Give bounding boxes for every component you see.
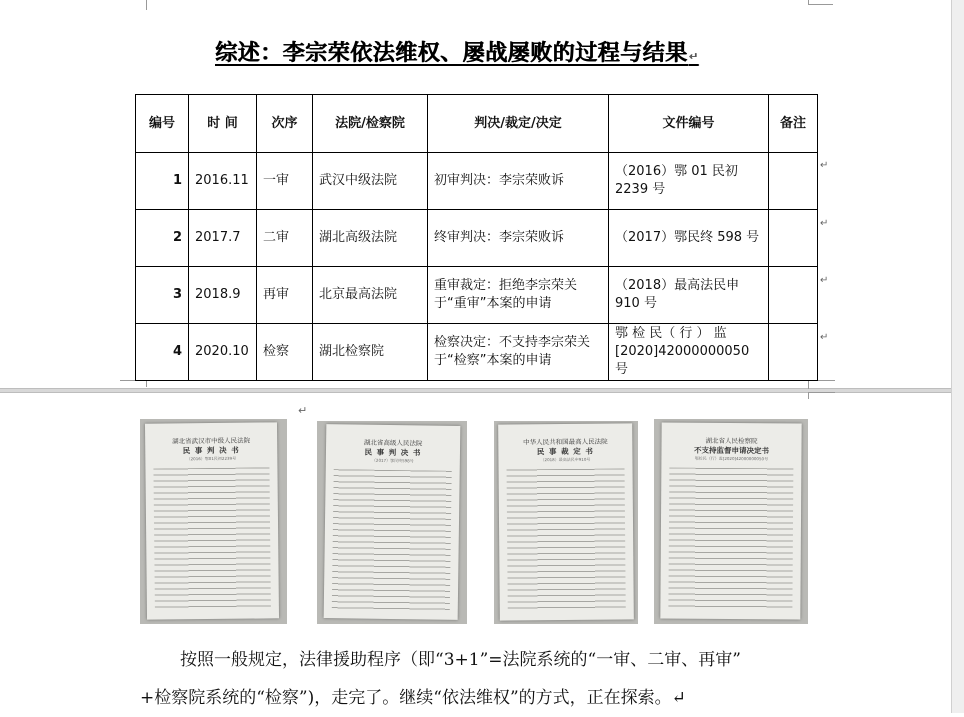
cell-time[interactable]: 2018.9 [189,267,257,324]
header-court[interactable]: 法院/检察院 [313,95,428,153]
photo-doc-number: 鄂检民（行）监[2020]42000000050号 [694,455,769,462]
photo-text-lines [507,468,626,609]
cell-time[interactable]: 2016.11 [189,153,257,210]
row-end-mark-icon: ↵ [820,275,829,286]
crop-mark [120,0,147,10]
table-header-row [136,95,818,153]
cell-doc-number[interactable]: 鄂 检 民（ 行 ） 监 [2020]42000000050 号 [609,324,769,381]
photo-text-lines [332,469,452,611]
cell-time[interactable]: 2020.10 [189,324,257,381]
cell-order[interactable]: 二审 [257,210,313,267]
header-number[interactable]: 编号 [136,95,189,153]
document-title[interactable] [215,36,755,67]
right-margin-strip [951,0,964,713]
row-end-mark-icon: ↵ [820,332,829,343]
paper-sheet [660,423,801,620]
table-row [136,210,818,267]
cell-court[interactable]: 武汉中级法院 [313,153,428,210]
photo-doc-number: （2017）鄂民终598号 [371,457,414,464]
photo-doc-type: 不支持监督申请决定书 [693,445,770,456]
cell-note[interactable] [769,267,818,324]
cell-number[interactable]: 4 [136,324,189,381]
cell-note[interactable] [769,324,818,381]
cell-decision[interactable]: 重审裁定：拒绝李宗荣关于“重审”本案的申请 [428,267,609,324]
photo-doc-type: 民 事 判 决 书 [364,447,422,458]
cell-decision[interactable]: 初审判决：李宗荣败诉 [428,153,609,210]
photo-court-name: 湖北省高级人民法院 [363,438,423,448]
cell-court[interactable]: 湖北高级法院 [313,210,428,267]
document-photo-1[interactable] [140,419,287,624]
header-doc-number[interactable]: 文件编号 [609,95,769,153]
photo-text-lines [668,468,793,609]
paragraph-mark-icon: ↵ [688,50,699,63]
photo-court-name: 湖北省武汉市中级人民法院 [172,436,251,446]
cell-court[interactable]: 北京最高法院 [313,267,428,324]
photo-doc-number: （2016）鄂01民初2239号 [186,455,237,462]
cell-note[interactable] [769,210,818,267]
row-end-mark-icon: ↵ [820,160,829,171]
header-decision[interactable]: 判决/裁定/决定 [428,95,609,153]
header-time[interactable]: 时 间 [189,95,257,153]
photo-doc-type: 民 事 裁 定 书 [536,446,594,457]
cell-number[interactable]: 3 [136,267,189,324]
paragraph-line-1: 按照一般规定，法律援助程序（即“3+1”=法院系统的“一审、二审、再审” [180,650,741,670]
cell-time[interactable]: 2017.7 [189,210,257,267]
cell-order[interactable]: 检察 [257,324,313,381]
cell-order[interactable]: 再审 [257,267,313,324]
cell-court[interactable]: 湖北检察院 [313,324,428,381]
photo-court-name: 中华人民共和国最高人民法院 [523,437,608,447]
cell-doc-number[interactable]: （2016）鄂 01 民初 2239 号 [609,153,769,210]
crop-mark [808,0,833,5]
cell-decision[interactable]: 终审判决：李宗荣败诉 [428,210,609,267]
cell-doc-number[interactable]: （2018）最高法民申 910 号 [609,267,769,324]
photo-court-name: 湖北省人民检察院 [705,436,758,446]
document-title-text: 综述：李宗荣依法维权、屡战屡败的过程与结果 [215,41,688,66]
paragraph-line [140,641,820,679]
document-photo-3[interactable] [494,421,638,624]
cell-decision[interactable]: 检察决定：不支持李宗荣关于“检察”本案的申请 [428,324,609,381]
photo-doc-number: （2018）最高法民申910号 [540,456,591,463]
document-photo-2[interactable] [317,421,467,624]
document-photo-4[interactable] [654,419,808,624]
paragraph-line-2: +检察院系统的“检察”)，走完了。继续“依法维权”的方式，正在探索。↵ [140,688,686,708]
photo-text-lines [153,467,270,608]
paper-sheet [324,424,461,620]
table-row [136,324,818,381]
cell-note[interactable] [769,153,818,210]
header-note[interactable]: 备注 [769,95,818,153]
body-paragraph[interactable] [140,641,820,717]
cell-number[interactable]: 2 [136,210,189,267]
paragraph-mark-icon: ↵ [298,404,308,417]
litigation-table[interactable] [135,94,818,381]
crop-mark [808,380,835,389]
table-row [136,267,818,324]
row-end-mark-icon: ↵ [820,218,829,229]
crop-mark [120,380,147,387]
paragraph-line [140,679,820,717]
photo-doc-type: 民 事 判 决 书 [182,445,240,456]
crop-mark [808,392,835,399]
cell-number[interactable]: 1 [136,153,189,210]
paper-sheet [498,423,634,620]
cell-order[interactable]: 一审 [257,153,313,210]
paper-sheet [145,422,279,619]
header-order[interactable]: 次序 [257,95,313,153]
table-row [136,153,818,210]
cell-doc-number[interactable]: （2017）鄂民终 598 号 [609,210,769,267]
